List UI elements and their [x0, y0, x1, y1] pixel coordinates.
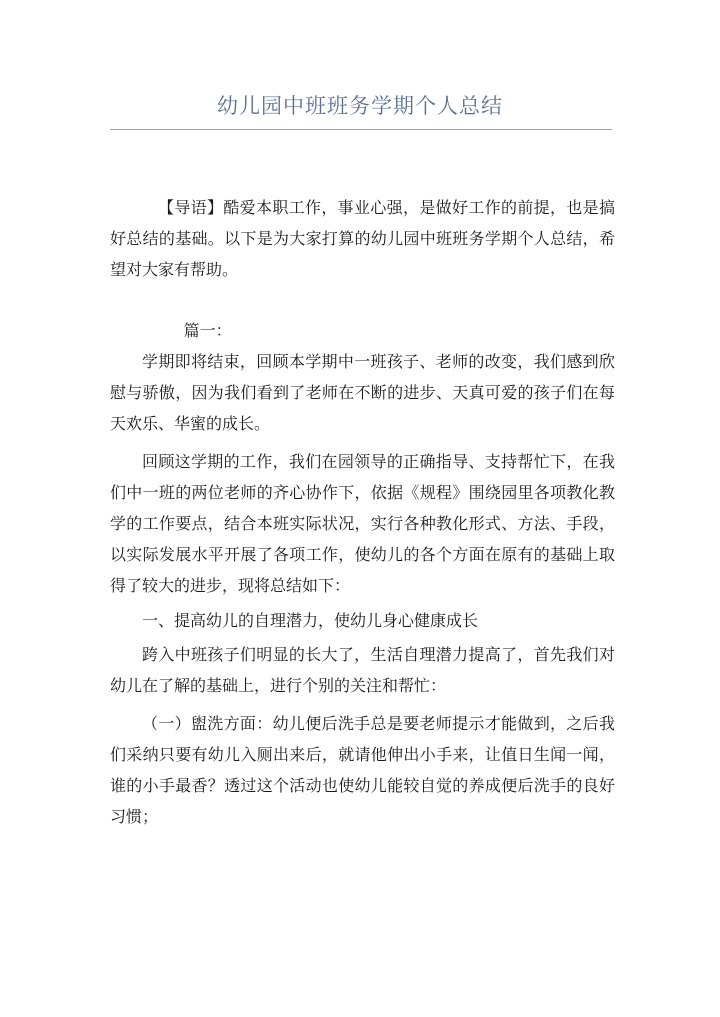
body-paragraph-3: 跨入中班孩子们明显的长大了，生活自理潜力提高了，首先我们对幼儿在了解的基础上，进行个别的关注和帮忙：	[110, 645, 615, 695]
body-paragraph-1: 学期即将结束，回顾本学期中一班孩子、老师的改变，我们感到欣慰与骄傲，因为我们看到了老师在不断的进步、天真可爱的孩子们在每天欢乐、华蜜的成长。	[110, 352, 615, 433]
section-heading: 一、提高幼儿的自理潜力，使幼儿身心健康成长	[142, 611, 479, 630]
document-title: 幼儿园中班班务学期个人总结	[217, 94, 503, 118]
chapter-label: 篇一：	[183, 321, 232, 340]
title-divider	[110, 129, 612, 130]
document-body	[110, 192, 615, 832]
intro-paragraph: 【导语】酷爱本职工作，事业心强，是做好工作的前提，也是搞好总结的基础。以下是为大家打算的幼儿园中班班务学期个人总结，希望对大家有帮助。	[110, 198, 615, 279]
body-paragraph-4: （一）盥洗方面：幼儿便后洗手总是要老师提示才能做到，之后我们采纳只要有幼儿入厕出来后，就请他伸出小手来，让值日生闻一闻，谁的小手最香？透过这个活动也使幼儿能较自觉的养成便后洗手的良好习惯；	[110, 714, 615, 826]
body-paragraph-2: 回顾这学期的工作，我们在园领导的正确指导、支持帮忙下，在我们中一班的两位老师的齐心协作下，依据《规程》围绕园里各项教化教学的工作要点，结合本班实际状况，实行各种教化形式、方法、手段，以实际发展水平开展了各项工作，使幼儿的各个方面在原有的基础上取得了较大的进步，现将总结如下：	[110, 452, 615, 595]
